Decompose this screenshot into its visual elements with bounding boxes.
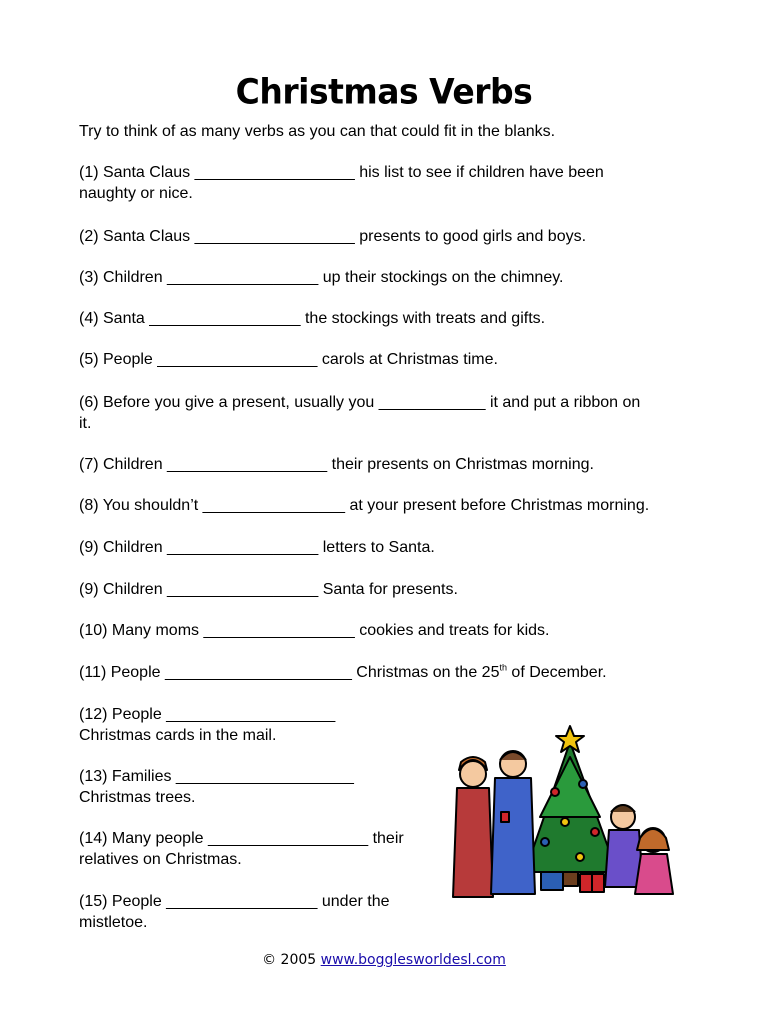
exercise-line: (9) Children _________________ letters to Santa. [79,539,435,556]
exercise-line: it. [79,415,92,432]
exercise-line: (5) People __________________ carols at Christmas time. [79,351,498,368]
exercise-item-6 [79,392,640,434]
exercise-item-8 [79,495,649,516]
exercise-item-9b [79,579,458,600]
exercise-item-1 [79,162,604,204]
exercise-line: relatives on Christmas. [79,851,242,868]
exercise-item-10 [79,620,550,641]
exercise-item-9a [79,537,435,558]
exercise-text: (11) People _____________________ Christmas on the 25 [79,664,500,681]
exercise-item-5 [79,349,498,370]
worksheet-title: Christmas Verbs [235,71,533,112]
exercise-line: (6) Before you give a present, usually you ____________ it and put a ribbon on [79,394,641,411]
exercise-item-13 [79,766,354,808]
website-link[interactable]: www.bogglesworldesl.com [320,952,506,968]
exercise-item-11 [79,662,607,683]
exercise-text: of December. [506,664,607,681]
exercise-line: (2) Santa Claus __________________ presents to good girls and boys. [79,228,587,245]
exercise-line: mistletoe. [79,914,148,931]
exercise-item-7 [79,454,594,475]
exercise-line: (1) Santa Claus __________________ his list to see if children have been [79,164,604,181]
exercise-line: naughty or nice. [79,185,193,202]
exercise-item-4 [79,308,545,329]
christmas-family-illustration [445,722,680,907]
footer [0,952,768,968]
exercise-item-14 [79,828,404,870]
exercise-line: (8) You shouldn’t ________________ at your present before Christmas morning. [79,497,650,514]
exercise-line: (14) Many people __________________ their [79,830,404,847]
instructions: Try to think of as many verbs as you can that could fit in the blanks. [79,123,556,140]
exercise-item-15 [79,891,390,933]
exercise-line: (7) Children __________________ their presents on Christmas morning. [79,456,594,473]
exercise-line: Christmas trees. [79,789,196,806]
exercise-item-3 [79,267,563,288]
exercise-line: (9) Children _________________ Santa for presents. [79,581,458,598]
exercise-line: Christmas cards in the mail. [79,727,277,744]
exercise-line: (12) People ___________________ [79,706,336,723]
exercise-line: (4) Santa _________________ the stockings with treats and gifts. [79,310,546,327]
exercise-item-12 [79,704,335,746]
exercise-line: (10) Many moms _________________ cookies and treats for kids. [79,622,550,639]
copyright: © 2005 [262,952,317,968]
exercise-line: (13) Families ____________________ [79,768,354,785]
ordinal-suffix: th [499,662,507,673]
exercise-line: (15) People _________________ under the [79,893,390,910]
exercise-line: (3) Children _________________ up their stockings on the chimney. [79,269,564,286]
exercise-item-2 [79,226,586,247]
